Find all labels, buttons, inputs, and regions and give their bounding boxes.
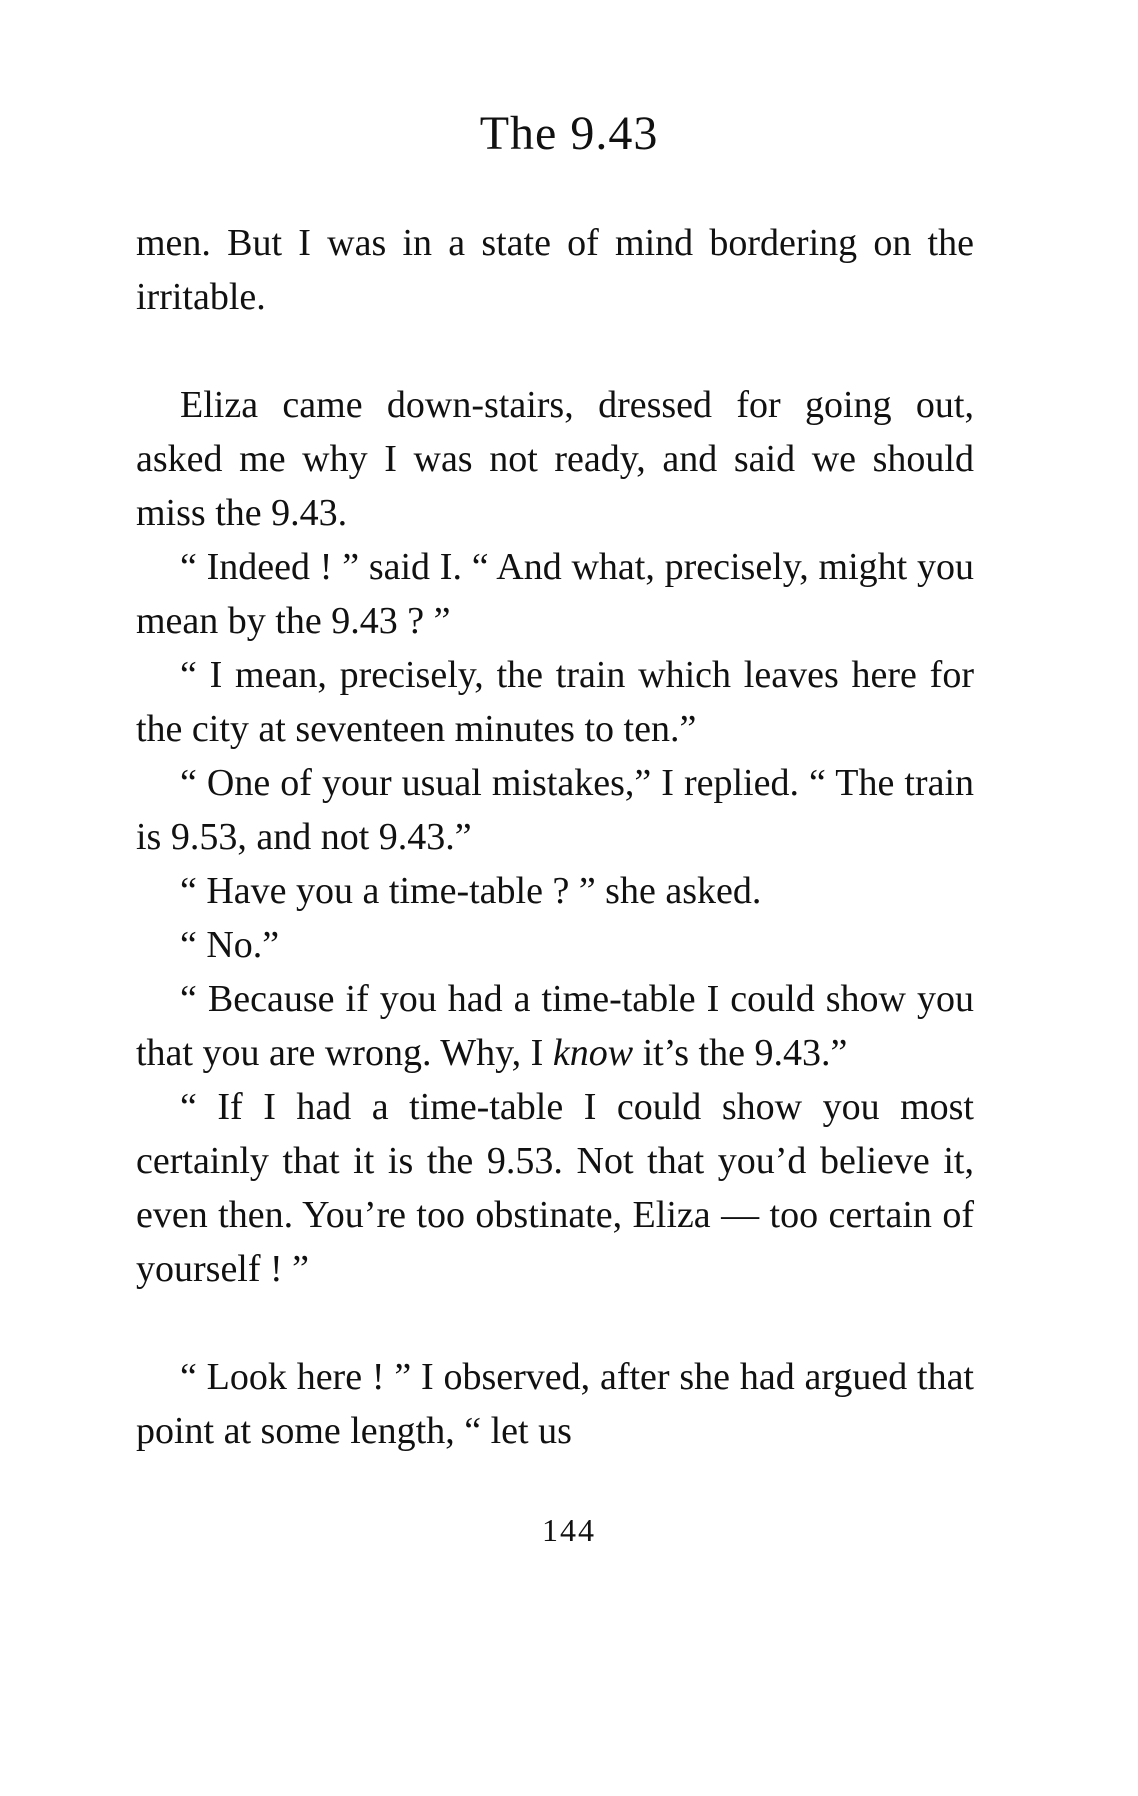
- paragraph-text: it’s the 9.43.”: [633, 1032, 848, 1074]
- paragraph: “ If I had a time-table I could show you most certainly that it is the 9.53. Not that you’d believe it, even then. You’re too obstinate, Eliza — too certain of yourself ! ”: [136, 1086, 974, 1290]
- paragraph: “ Look here ! ” I observed, after she had argued that point at some length, “ let us: [136, 1356, 974, 1452]
- paragraph: “ One of your usual mistakes,” I replied. “ The train is 9.53, and not 9.43.”: [136, 762, 974, 858]
- paragraph: “ Indeed ! ” said I. “ And what, precisely, might you mean by the 9.43 ? ”: [136, 546, 974, 642]
- paragraph-text: “ Because if you had a time-table I could show you that you are wrong. Why, I: [136, 978, 974, 1074]
- running-title: The 9.43: [479, 107, 659, 160]
- paragraph: [136, 972, 974, 1080]
- paragraph: “ I mean, precisely, the train which leaves here for the city at seventeen minutes to ten.”: [136, 654, 974, 750]
- paragraph: Eliza came down-stairs, dressed for going out, asked me why I was not ready, and said we should miss the 9.43.: [136, 384, 974, 534]
- page-number: 144: [542, 1512, 596, 1548]
- paragraph: “ Have you a time-table ? ” she asked.: [180, 870, 762, 912]
- paragraph: “ No.”: [180, 924, 280, 966]
- emphasized-word: know: [552, 1032, 634, 1074]
- body-text: [136, 216, 974, 1458]
- paragraph-continuation: men. But I was in a state of mind bordering on the irritable.: [136, 222, 974, 318]
